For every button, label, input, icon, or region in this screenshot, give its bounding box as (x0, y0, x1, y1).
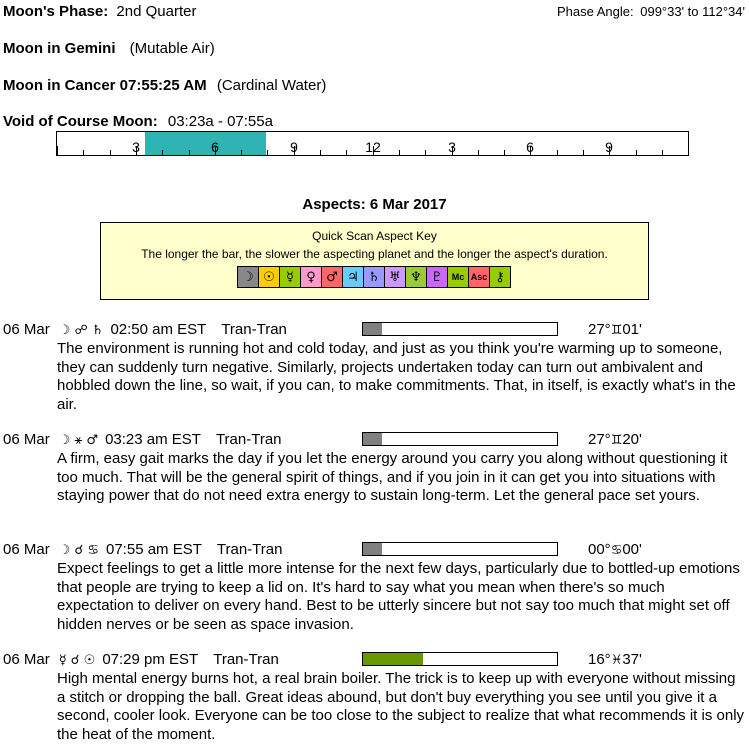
aspect-header (3, 431, 282, 448)
aspect-symbols: ☽ ☌ ♋ (58, 543, 99, 558)
sun-icon: ☉ (258, 266, 280, 288)
key-icons (101, 266, 648, 288)
key-description: The longer the bar, the slower the aspecting planet and the longer the aspect's duration. (141, 247, 608, 261)
aspect-date: 06 Mar (3, 651, 50, 668)
aspect-degree (588, 431, 642, 448)
moon-sign-detail: (Mutable Air) (129, 40, 215, 57)
timeline-label: 12 (365, 139, 381, 155)
aspect-degree-value: 00° (588, 541, 611, 558)
timeline-tick (504, 150, 505, 155)
aspect-type: Tran-Tran (213, 651, 279, 668)
timeline-tick (688, 146, 689, 155)
zodiac-sign-icon: ♊ (610, 323, 623, 338)
aspect-degree (588, 321, 642, 338)
aspect-type: Tran-Tran (215, 431, 282, 448)
uranus-icon: ♅ (384, 266, 406, 288)
aspect-time: 07:55 am EST (106, 541, 202, 558)
aspect-duration-bar (362, 652, 558, 666)
aspect-type: Tran-Tran (216, 541, 283, 558)
pluto-icon: ♇ (426, 266, 448, 288)
aspect-duration-fill (363, 433, 382, 445)
aspect-date: 06 Mar (3, 541, 50, 558)
aspect-key-box (100, 222, 649, 300)
midheaven-icon: Mc (447, 266, 469, 288)
jupiter-icon: ♃ (342, 266, 364, 288)
moon-ingress-detail: (Cardinal Water) (216, 77, 327, 94)
aspects-title: Aspects: 6 Mar 2017 (302, 196, 447, 213)
void-line (3, 113, 273, 130)
timeline-tick (662, 150, 663, 155)
timeline-tick (346, 150, 347, 155)
key-title: Quick Scan Aspect Key (312, 229, 437, 243)
aspect-degree-minutes: 01' (622, 321, 642, 338)
void-value: 03:23a - 07:55a (167, 113, 273, 130)
aspect-description: A firm, easy gait marks the day if you let the energy around you carry you along without questioning it too much. That will be the general spirit of things, and if you join in it can get you into situations with staying power that do not need extra energy to sustain long-term. Let the general pace set yours. (57, 450, 728, 504)
timeline-label: 3 (132, 139, 140, 155)
moon-ingress-label: Moon in Cancer 07:55:25 AM (3, 77, 207, 94)
timeline-tick (583, 150, 584, 155)
aspect-duration-bar (362, 322, 558, 336)
aspect-duration-bar (362, 542, 558, 556)
timeline-tick (57, 146, 58, 155)
aspect-degree-minutes: 20' (622, 431, 642, 448)
aspect-time: 07:29 pm EST (102, 651, 199, 668)
phase-angle-label: Phase Angle: (556, 4, 634, 19)
venus-icon: ♀ (300, 266, 322, 288)
aspect-degree-minutes: 00' (622, 541, 642, 558)
aspect-degree (588, 651, 642, 668)
aspect-degree-value: 27° (588, 321, 611, 338)
moon-sign-label: Moon in Gemini (3, 40, 116, 57)
aspect-header (3, 541, 282, 558)
timeline-label: 6 (526, 139, 534, 155)
aspect-date: 06 Mar (3, 321, 50, 338)
phase-value: 2nd Quarter (116, 3, 197, 20)
aspect-header (3, 321, 287, 338)
aspect-duration-fill (363, 543, 382, 555)
aspect-symbols: ☿ ☌ ☉ (58, 653, 96, 668)
mars-icon: ♂ (321, 266, 343, 288)
zodiac-sign-icon: ♋ (610, 543, 623, 558)
aspect-symbols: ☽ ☍ ♄ (58, 323, 104, 338)
neptune-icon: ♆ (405, 266, 427, 288)
timeline-tick (425, 150, 426, 155)
timeline-tick (636, 150, 637, 155)
timeline-label: 9 (290, 139, 298, 155)
aspect-description: High mental energy burns hot, a real brain boiler. The trick is to keep up with everyone without missing a stitch or dropping the ball. Great ideas abound, but don't buy everything you see until you give it a second, cooler look. Everyone can be too close to the subject to realize that what recommends it is only the heat of the moment. (57, 670, 745, 743)
aspect-degree (588, 541, 642, 558)
moon-icon: ☽ (237, 266, 259, 288)
saturn-icon: ♄ (363, 266, 385, 288)
aspect-degree-value: 27° (588, 431, 611, 448)
phase-angle (557, 4, 745, 19)
phase-line (3, 3, 196, 20)
aspect-symbols: ☽ ⚹ ♂ (58, 433, 99, 448)
aspect-duration-bar (362, 432, 558, 446)
timeline-label: 9 (605, 139, 613, 155)
timeline-tick (267, 150, 268, 155)
timeline-tick (320, 150, 321, 155)
chiron-icon: ⚷ (489, 266, 511, 288)
aspect-description: The environment is running hot and cold today, and just as you think you're warming up to someone, they can suddenly turn negative. Similarly, projects undertaken today can turn out ambivalent and hobbled down the line, so wait, if you can, to make commitments. That, in itself, is exactly what's in the air. (57, 340, 736, 413)
aspect-type: Tran-Tran (221, 321, 287, 338)
aspect-duration-fill (363, 653, 423, 665)
aspect-duration-fill (363, 323, 382, 335)
timeline-tick (241, 150, 242, 155)
moon-ingress-line (3, 77, 326, 94)
phase-angle-value: 099°33' to 112°34' (640, 4, 745, 19)
zodiac-sign-icon: ♓ (610, 653, 623, 668)
timeline-tick (110, 150, 111, 155)
void-label: Void of Course Moon: (3, 113, 158, 130)
timeline-tick (189, 150, 190, 155)
void-timeline (56, 131, 689, 156)
moon-sign-line (3, 40, 215, 57)
aspect-time: 03:23 am EST (105, 431, 201, 448)
zodiac-sign-icon: ♊ (610, 433, 623, 448)
timeline-tick (162, 150, 163, 155)
void-period-fill (145, 132, 266, 155)
timeline-label: 6 (211, 139, 219, 155)
ascendant-icon: Asc (468, 266, 490, 288)
aspect-description: Expect feelings to get a little more intense for the next few days, particularly due to bottled-up emotions that people are trying to keep a lid on. It's hard to say what you mean when there's so much expectation to deliver on every hand. Best to be utterly sincere but not say too much that might set off hidden nerves or be seen as space invasion. (57, 560, 740, 633)
mercury-icon: ☿ (279, 266, 301, 288)
timeline-label: 3 (448, 139, 456, 155)
timeline-tick (83, 150, 84, 155)
aspect-header (3, 651, 279, 668)
aspect-degree-value: 16° (588, 651, 611, 668)
timeline-tick (478, 150, 479, 155)
phase-label: Moon's Phase: (3, 3, 109, 20)
aspect-time: 02:50 am EST (110, 321, 207, 338)
timeline-tick (399, 150, 400, 155)
aspect-date: 06 Mar (3, 431, 50, 448)
aspect-degree-minutes: 37' (622, 651, 642, 668)
timeline-tick (557, 150, 558, 155)
